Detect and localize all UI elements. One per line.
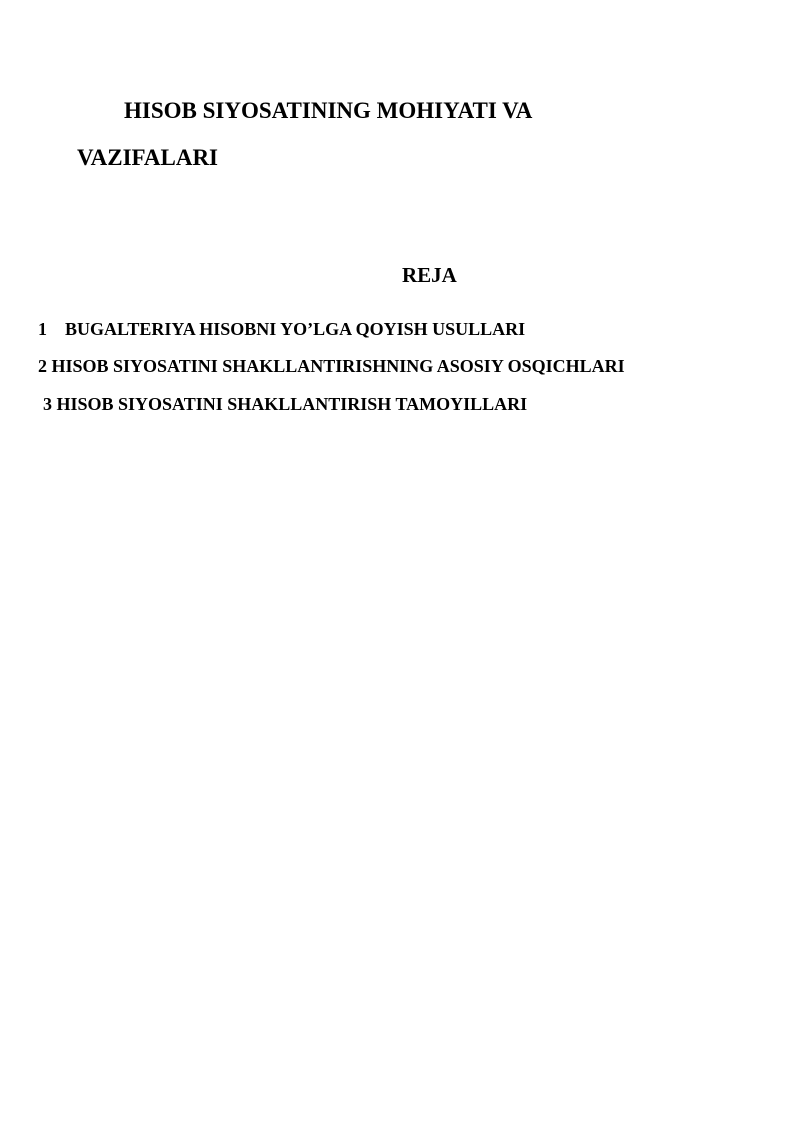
plan-item-2 [38, 357, 625, 375]
plan-item-text: HISOB SIYOSATINI SHAKLLANTIRISH TAMOYILLARI [56, 394, 528, 414]
plan-item-1 [38, 320, 525, 338]
plan-item-text: BUGALTERIYA HISOBNI YO’LGA QOYISH USULLARI [65, 319, 526, 339]
plan-heading: REJA [402, 263, 457, 287]
plan-item-text: HISOB SIYOSATINI SHAKLLANTIRISHNING ASOSIY OSQICHLARI [51, 356, 625, 376]
plan-item-number: 2 [38, 356, 47, 376]
document-title-line-2: VAZIFALARI [77, 145, 219, 170]
document-title-line-1: HISOB SIYOSATINING MOHIYATI VA [124, 98, 533, 123]
plan-item-number: 1 [38, 319, 47, 339]
plan-item-number: 3 [43, 394, 52, 414]
plan-item-3 [43, 395, 527, 413]
